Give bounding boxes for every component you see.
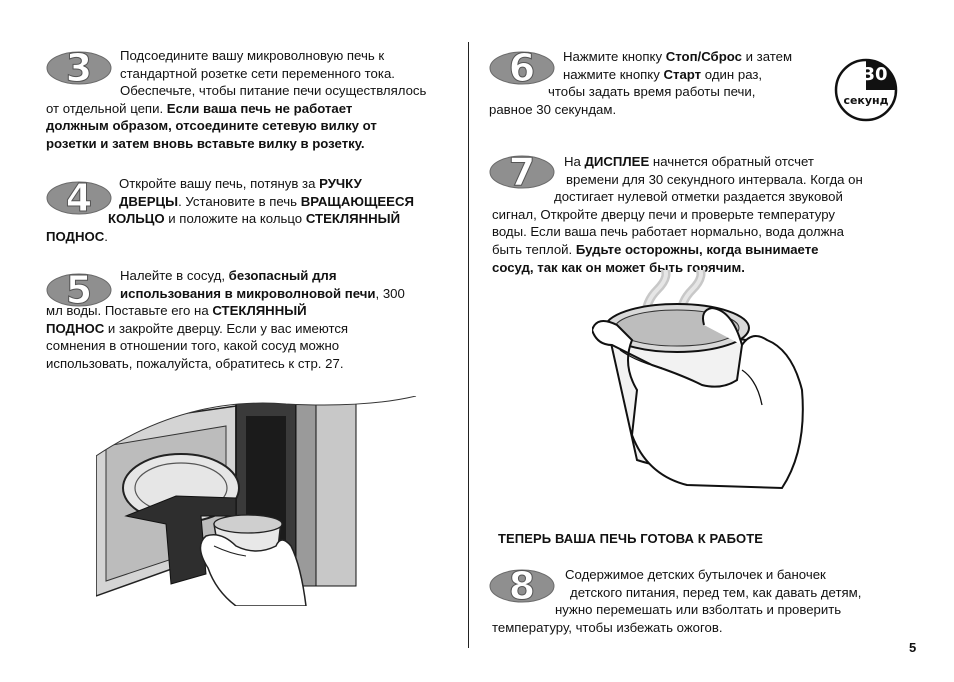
microwave-illustration — [96, 396, 436, 606]
step-3-number: 3 — [65, 51, 93, 85]
step-8-number: 8 — [508, 569, 536, 603]
step-6-number: 6 — [508, 51, 536, 85]
step-3-text: Подсоедините вашу микроволновую печь к стандартной розетке сети переменного тока. Обеспечьте, чтобы питание печи осуществлялось от отдельной цепи. Если ваша печь не работает должным образом, отсоедините сетевую вилку от розетки и затем вновь вставьте вилку в розетку. — [46, 48, 427, 151]
timer-30-seconds-icon — [834, 58, 898, 122]
step-7-text: На ДИСПЛЕЕ начнется обратный отсчет времени для 30 секундного интервала. Когда он достигает нулевой отметки раздается звуковой сигнал, Откройте дверцу печи и проверьте температуру воды. Если ваша печь работает нормально, вода должна быть теплой. Будьте осторожны, когда вынимаете сосуд, так как он может быть горячим. — [492, 154, 863, 275]
step-5-number: 5 — [65, 273, 93, 307]
hot-cup-illustration — [592, 270, 812, 490]
timer-unit: секунд — [843, 94, 889, 107]
column-divider — [468, 42, 469, 648]
page-number: 5 — [909, 640, 917, 655]
step-7-number: 7 — [508, 155, 536, 189]
step-6-text: Нажмите кнопку Стоп/Сброс и затем нажмите кнопку Старт один раз, чтобы задать время работы печи, равное 30 секундам. — [489, 49, 793, 117]
step-4-text: Откройте вашу печь, потянув за РУЧКУ ДВЕРЦЫ. Установите в печь ВРАЩАЮЩЕЕСЯ КОЛЬЦО и положите на кольцо СТЕКЛЯННЫЙ ПОДНОС. — [46, 176, 414, 244]
step-5-text: Налейте в сосуд, безопасный для использования в микроволновой печи, 300 мл воды. Поставьте его на СТЕКЛЯННЫЙ ПОДНОС и закройте дверцу. Если у вас имеются сомнения в отношении того, какой сосуд можно использовать, пожалуйста, обратитесь к стр. 27. — [46, 268, 405, 371]
ready-heading: ТЕПЕРЬ ВАША ПЕЧЬ ГОТОВА К РАБОТЕ — [498, 531, 764, 546]
timer-value: 30 — [862, 64, 888, 85]
step-4-number: 4 — [65, 181, 93, 215]
step-8-text: Содержимое детских бутылочек и баночек детского питания, перед тем, как давать детям, нужно перемешать или взболтать и проверить температуру, чтобы избежать ожогов. — [492, 567, 862, 635]
